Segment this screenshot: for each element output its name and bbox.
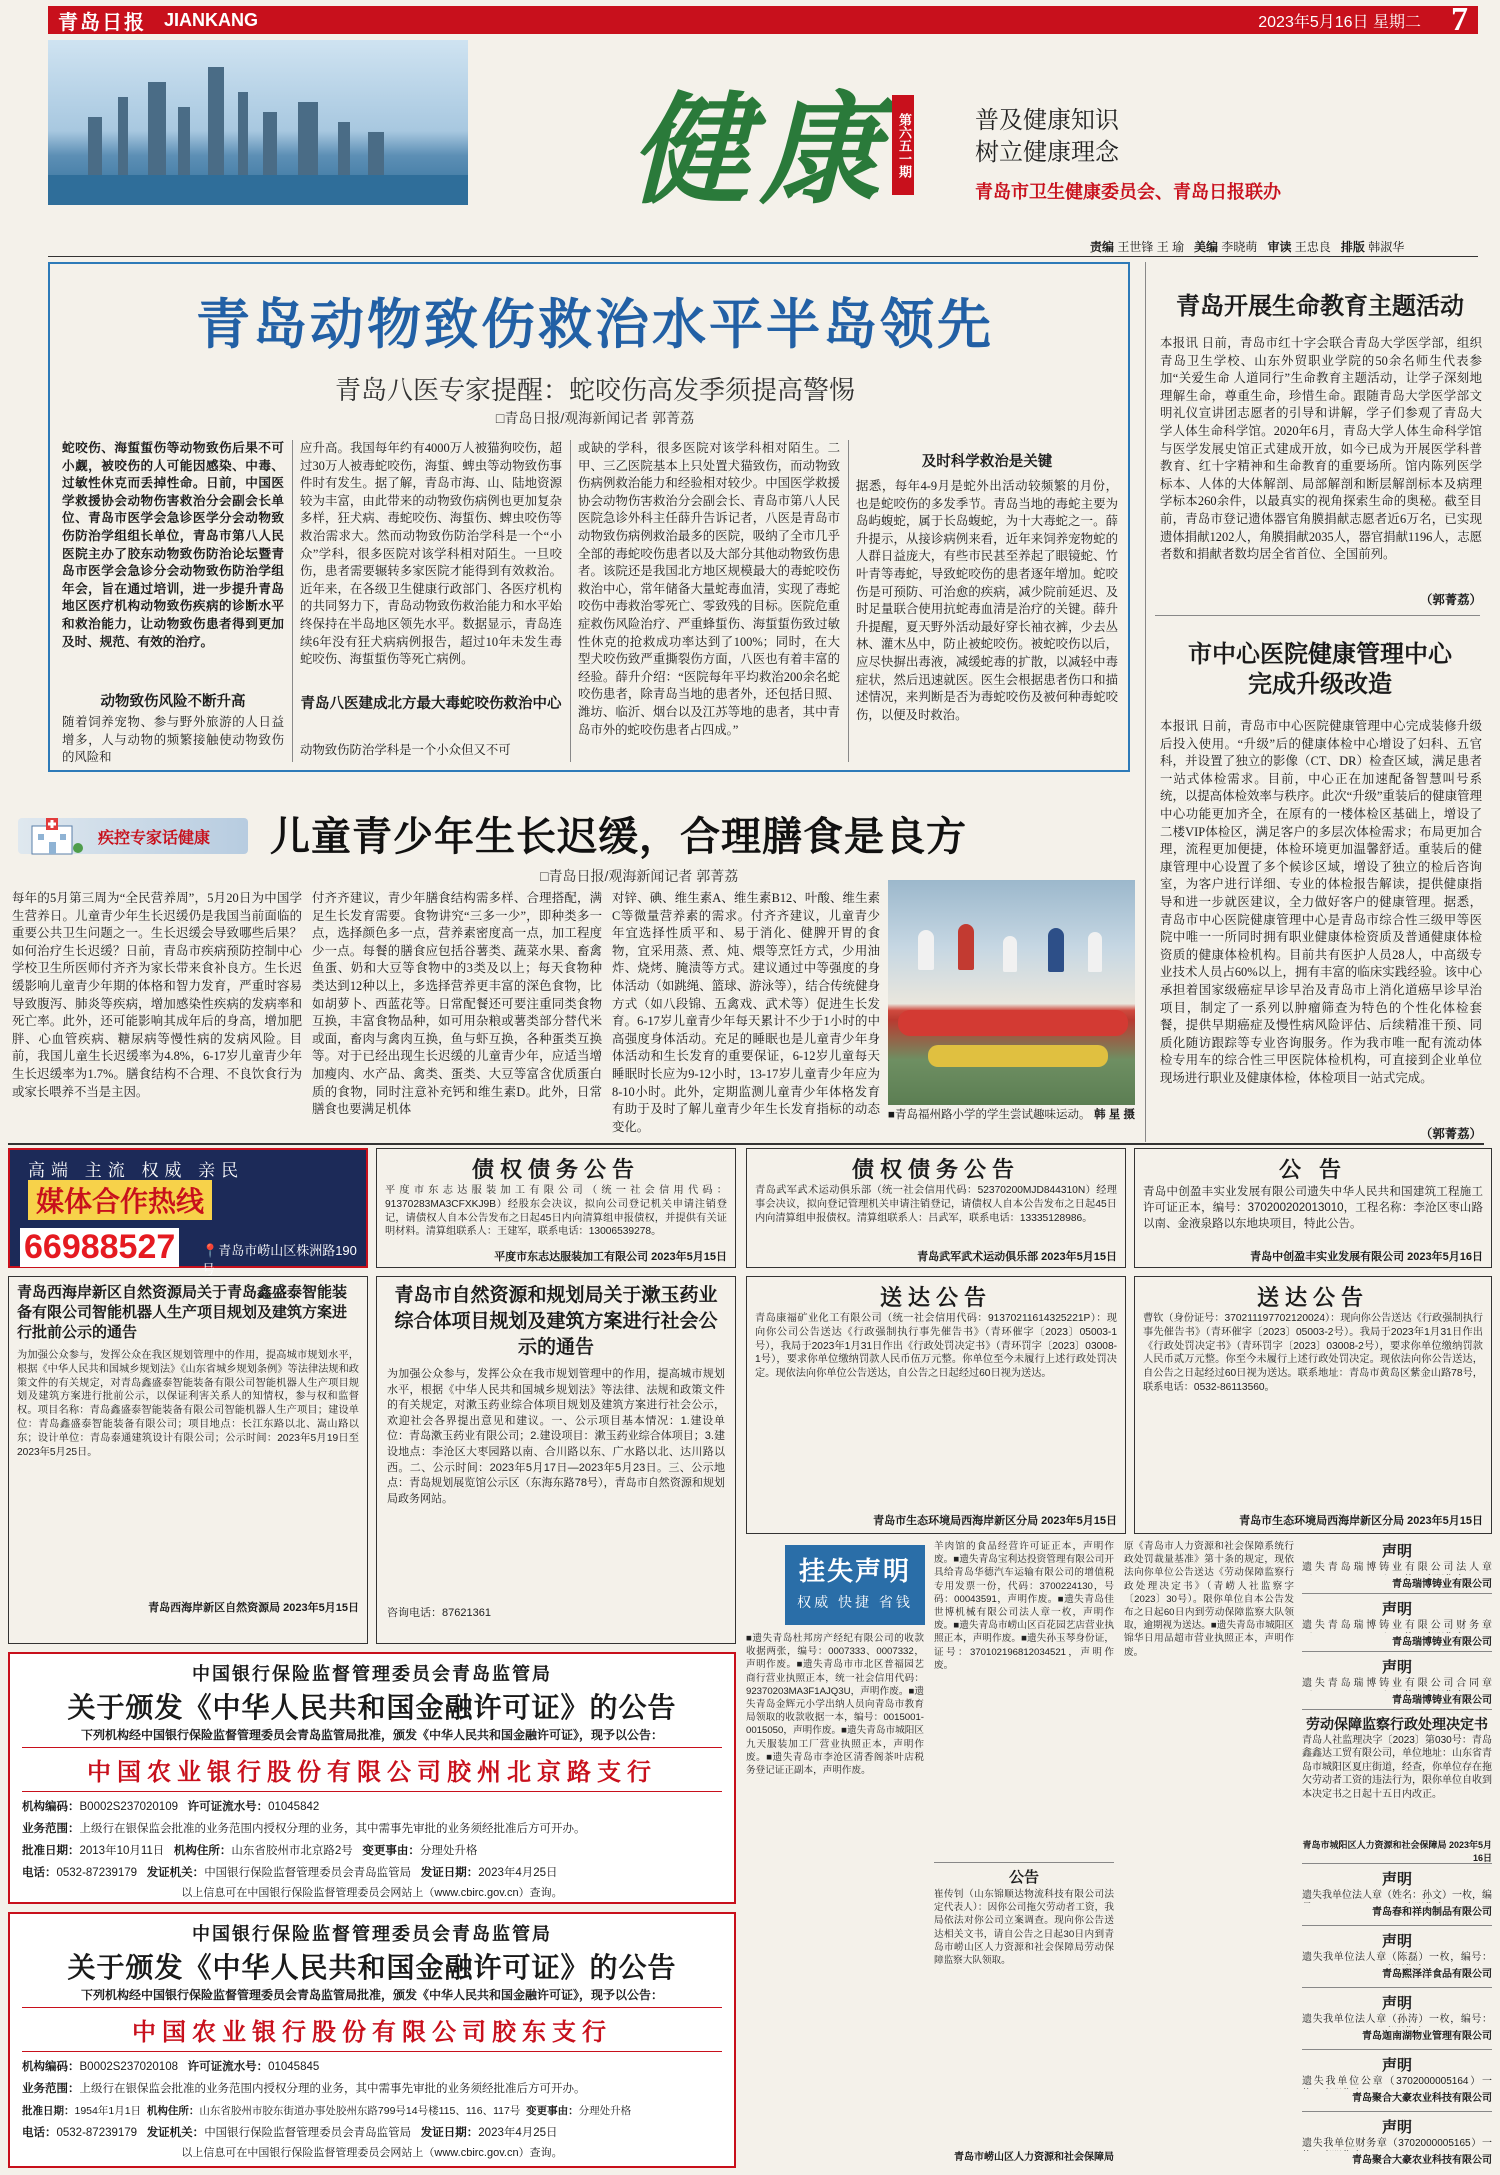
institution-address: 山东省胶州市胶东街道办事处胶州东路799号14号楼115、116、117号 bbox=[199, 2105, 521, 2117]
field-label: 发证日期： bbox=[420, 2127, 479, 2139]
statement-card bbox=[1302, 2054, 1492, 2112]
license-number: 01045845 bbox=[268, 2061, 320, 2073]
side1-title: 青岛开展生命教育主题活动 bbox=[1176, 293, 1464, 320]
change-reason: 分理处升格 bbox=[419, 1845, 478, 1857]
slogan-line: 普及健康知识 bbox=[975, 107, 1119, 134]
issue-date: 2023年4月25日 bbox=[478, 1867, 558, 1879]
statement-title: 声明 bbox=[1381, 1871, 1412, 1888]
section-name: JIANKANG bbox=[164, 9, 259, 30]
sidebar-divider bbox=[1145, 262, 1146, 1142]
lead-intro: 蛇咬伤、海蜇蜇伤等动物致伤后果不可小觑，被咬伤的人可能因感染、中毒、过敏性休克而丢掉性命。日前，中国医学救援协会动物伤害救治分会副会长单位、青岛市医学会急诊医学分会动物致伤防治学组组长单位，青岛市第八人民医院主办了胶东动物致伤防治论坛暨青岛市医学会急诊分会动物致伤防治学组年会，旨在通过培训，进一步提升青岛地区医疗机构动物致伤疾病的诊断水平和救治能力，让动物致伤患者得到更加及时、规范、有效的治疗。 bbox=[62, 441, 284, 649]
col-divider bbox=[292, 440, 293, 762]
lead-subtitle-1: 动物致伤风险不断升高 bbox=[100, 694, 246, 710]
loss-statement-header bbox=[785, 1545, 925, 1625]
location-pin-icon: 📍 bbox=[202, 1243, 219, 1258]
notice-sign: 平度市东志达服装加工有限公司 2023年5月15日 bbox=[494, 1251, 727, 1263]
statement-card bbox=[1302, 1714, 1492, 1864]
license-org: 中国银行保险监督管理委员会青岛监管局 bbox=[192, 1664, 552, 1684]
notice-sign: 青岛西海岸新区自然资源局 2023年5月15日 bbox=[148, 1602, 359, 1614]
field-label: 许可证流水号： bbox=[187, 1801, 269, 1813]
statement-sign: 青岛聚合大豪农业科技有限公司 bbox=[1352, 2155, 1492, 2166]
divider bbox=[1155, 615, 1480, 616]
statement-card bbox=[1302, 1992, 1492, 2050]
sec2-byline: □青岛日报/观海新闻记者 郭菁荔 bbox=[540, 868, 739, 884]
license-footer: 以上信息可在中国银行保险监督管理委员会网站上（www.cbirc.gov.cn）查询。 bbox=[181, 2147, 563, 2159]
field-label: 机构编码： bbox=[22, 2061, 80, 2073]
ad-address bbox=[202, 1240, 366, 1278]
newspaper-brand: 青岛日报 bbox=[58, 9, 146, 34]
notice-body: 青岛武军武术运动俱乐部（统一社会信用代码：52370200MJD844310N）经理事会决议，拟向登记管理机关申请注销登记，请债权人自本公告发布之日起45日内向清算组申报债权。清算组联系人：吕武军，联系电话：13335128986。 bbox=[755, 1185, 1117, 1224]
financial-license-notice bbox=[8, 1912, 736, 2168]
children-playing-photo bbox=[888, 880, 1135, 1105]
statement-body: 遗失青岛瑞博铸业有限公司财务章 bbox=[1302, 1620, 1492, 1631]
field-label: 变更事由： bbox=[526, 2105, 579, 2117]
city-skyline-image bbox=[48, 40, 468, 205]
notice-body: 为加强公众参与，发挥公众在我市规划管理中的作用，提高城市规划水平，根据《中华人民共和国城乡规划法》等法律、法规和政策文件的有关规定，对漱玉药业综合体项目规划及建筑方案进行社会公示，欢迎社会各界提出意见和建议。一、公示项目基本情况：1.建设单位：青岛漱玉药业有限公司；2.建设项目：漱玉药业综合体项目；3.建设地点：李沧区大枣园路以南、合川路以东、广水路以北、达川路以西。二、公示时间：2023年5月17日—2023年5月23日。三、公示地点：青岛规划展览馆公示区（东海东路78号），青岛市自然资源和规划局政务网站。 bbox=[387, 1368, 725, 1505]
lead-col4: 据悉，每年4-9月是蛇外出活动较频繁的月份，也是蛇咬伤的多发季节。青岛当地的毒蛇主要为岛屿蝮蛇，属于长岛蝮蛇，为十大毒蛇之一。薛升提示，从接诊病例来看，近年来饲养宠物蛇的人群日益庞大，有些市民甚至养起了眼镜蛇、竹叶青等毒蛇，导致蛇咬伤的患者逐年增加。蛇咬伤是可预防、可治愈的疾病，减少院前延迟、及时足量联合使用抗蛇毒血清是治疗的关键。薛升升提醒，夏天野外活动最好穿长袖衣裤，少去丛林、灌木丛中，防止被蛇咬伤。被蛇咬伤以后，应尽快摒出毒液，减缓蛇毒的扩散，以减轻中毒症状，然后迅速就医。医生会根据患者伤口和描述情况，来判断是否为毒蛇咬伤及被何种毒蛇咬伤，以便及时救治。 bbox=[856, 479, 1118, 722]
notice-body: 青岛康福矿业化工有限公司（统一社会信用代码：91370211614325221P）：现向你公司公告送达《行政强制执行事先催告书》（青环催字〔2023〕05003-1号），我局于2023年1月31日作出《行政处罚决定书》（青环罚字〔2023〕03008-1号），要求你单位缴纳罚款人民币伍万元整。你单位至今未履行上述行政处罚决定。现依法向你单位公告送达，自公告之日起经过60日视为送达。 bbox=[755, 1313, 1117, 1380]
editorial-credits bbox=[1090, 238, 1404, 255]
contact-phone: 0532-87239179 bbox=[56, 2127, 138, 2139]
field-label: 电话： bbox=[22, 1867, 57, 1879]
loss-col2: 羊肉馆的食品经营许可证正本，声明作废。■遗失青岛宝利达投资管理有限公司开具给青岛华德汽车运输有限公司的增值税专用发票一份，代码：3700224130，号码：00043591，声明作废。■遗失青岛佳世博机械有限公司法人章一枚，声明作废。■遗失青岛市崂山区百花园艺店营业执照正本，声明作废。■遗失孙玉琴身份证，证号：370102196812034521，声明作废。 bbox=[934, 1541, 1114, 1671]
media-cooperation-ad bbox=[8, 1148, 368, 1277]
contact-phone: 0532-87239179 bbox=[56, 1867, 138, 1879]
issue-date: 2023年4月25日 bbox=[478, 2127, 558, 2139]
statement-sign: 青岛熙泽洋食品有限公司 bbox=[1382, 1969, 1492, 1980]
approval-date: 1954年1月1日 bbox=[74, 2105, 142, 2117]
field-label: 发证机关： bbox=[146, 1867, 205, 1879]
field-label: 批准日期： bbox=[22, 1845, 80, 1857]
sec2-col2: 付齐齐建议，青少年膳食结构需多样、合理搭配，满足生长发育需要。食物讲究“三多一少”，即种类多一点，选择颜色多一点，营养素密度高一点，加工程度少一点。每餐的膳食应包括谷薯类、蔬菜水果、畜禽鱼蛋、奶和大豆等食物中的3类及以上；每天食物种类达到12种以上，多选择营养更丰富的深色食物，比如胡萝卜、西蓝花等。日常配餐还可要注重同类食物互换，丰富食物品种，如可用杂粮或薯类部分替代米或面，畜肉与禽肉互换，鱼与虾互换，各种蛋类互换等。对于已经出现生长迟缓的儿童青少年，应适当增加瘦肉、水产品、禽类、蛋类、大豆等富含优质蛋白质的食物，同时注意补充钙和维生素D。此外，日常膳食也要满足机体 bbox=[312, 891, 602, 1117]
statement-card bbox=[1302, 1656, 1492, 1710]
notice-card bbox=[376, 1148, 736, 1268]
statement-body: 青岛人社监理决字〔2023〕第030号：青岛鑫鑫达工贸有限公司，单位地址：山东省青岛市城阳区夏庄街道，经查，你单位存在拖欠劳动者工资的违法行为，限你单位自收到本决定书之日起十五日内改正。 bbox=[1302, 1735, 1492, 1800]
field-label: 批准日期： bbox=[22, 2105, 75, 2117]
statement-card bbox=[1302, 1598, 1492, 1652]
side1-body: 本报讯 日前，青岛市红十字会联合青岛大学医学部，组织青岛卫生学校、山东外贸职业学院的50余名师生代表参加“关爱生命 人道同行”生命教育主题活动，让学子深刻地理解生命，尊重生命，珍惜生命。跟随青岛大学医学部文明礼仪宣讲团志愿者的引导和讲解，学子们参观了青岛大学人体生命科学馆。2020年6月，青岛大学人体生命科学馆与医学发展史馆正式建成开放，如今已成为开展医学科普教育、红十字精神和生命教育的重要场所。馆内陈列医学标本、人体的大体解剖、局部解剖和断层解剖标本及病理学标本260余件，以最真实的视角探索生命的奥秘。截至目前，青岛市登记遗体器官角膜捐献志愿者近6万名，已实现遗体捐献1202人，角膜捐献2035人，器官捐献1196人，志愿者数和捐献者数均居全省首位、全国前列。 bbox=[1160, 336, 1482, 562]
statement-card bbox=[1302, 1868, 1492, 1926]
notice-title: 青岛市自然资源和规划局关于漱玉药业综合体项目规划及建筑方案进行社会公示的通告 bbox=[394, 1285, 718, 1358]
issue-number-tag: 第六五一期 bbox=[892, 95, 914, 195]
business-scope: 上级行在银保监会批准的业务范围内授权分理的业务，其中需事先审批的业务须经批准后方可开办。 bbox=[79, 1823, 586, 1835]
loss-tagline: 权威 快捷 省钱 bbox=[797, 1594, 913, 1610]
institution-address: 山东省胶州市北京路2号 bbox=[231, 1845, 353, 1857]
statement-sign: 青岛瑞博铸业有限公司 bbox=[1392, 1637, 1492, 1648]
issuing-authority: 中国银行保险监督管理委员会青岛监管局 bbox=[204, 2127, 412, 2139]
statement-body: 遗失青岛瑞博铸业有限公司法人章 bbox=[1302, 1562, 1492, 1573]
loss-col3: 原《青岛市人力资源和社会保障系统行政处罚裁量基准》第十条的规定，现依法向你单位公告送达《劳动保障监察行政处理决定书》（青崂人社监察字〔2023〕30号）。限你单位自本公告发布之日起60日内到劳动保障监察大队领取，逾期视为送达。■遗失青岛市城阳区锦华日用品超市营业执照正本，声明作废。 bbox=[1124, 1541, 1294, 1658]
credit-value: 韩淑华 bbox=[1368, 240, 1405, 254]
field-label: 许可证流水号： bbox=[187, 2061, 269, 2073]
statement-body: 遗失青岛瑞博铸业有限公司合同章 bbox=[1302, 1678, 1492, 1689]
statement-body: 遗失我单位公章（3702000005164）一 bbox=[1302, 2076, 1492, 2087]
caption-text: ■青岛福州路小学的学生尝试趣味运动。 bbox=[888, 1109, 1091, 1121]
masthead-sponsor: 青岛市卫生健康委员会、青岛日报联办 bbox=[975, 182, 1281, 202]
field-label: 业务范围： bbox=[22, 1823, 80, 1835]
slogan-line: 树立健康理念 bbox=[975, 139, 1119, 166]
lead-headline: 青岛动物致伤救治水平半岛领先 bbox=[196, 293, 994, 356]
lead-subtitle-3: 及时科学救治是关键 bbox=[921, 454, 1053, 470]
statement-sign: 青岛市城阳区人力资源和社会保障局 2023年5月16日 bbox=[1302, 1840, 1492, 1863]
divider bbox=[48, 256, 1478, 257]
license-bank-name: 中国农业银行股份有限公司胶东支行 bbox=[132, 2018, 612, 2046]
loss-col1: ■遗失青岛杜邦房产经纪有限公司的收款收据两张，编号：0007333、0007332，声明作废。■遗失青岛市市北区普福园艺商行营业执照正本，统一社会信用代码：92370203MA3F1AJQ3U，声明作废。■遗失青岛金辉元小学出纳人员向青岛市教育局领取的收款收据一本，编号：0015001-0015050，声明作废。■遗失青岛市城阳区九天服装加工厂营业执照正本，声明作废。■遗失青岛市李沧区清香阁茶叶店税务登记证正副本，声明作废。 bbox=[746, 1633, 924, 1777]
lead-col2: 应升高。我国每年约有4000万人被猫狗咬伤，超过30万人被毒蛇咬伤，海蜇、蜱虫等动物致伤事件时有发生。据了解，青岛市海、山、陆地资源较为丰富，由此带来的动物致伤病例也更加复杂多样，狂犬病、毒蛇咬伤、海蜇伤、蜱虫咬伤等救治需求大。然而动物致伤防治学科是一个“小众”学科，很多医院对该学科相对陌生。一旦咬伤，患者需要辗转多家医院才能得到有效救治。近年来，在各级卫生健康行政部门、各医疗机构的共同努力下，青岛动物致伤救治能力和水平始终保持在半岛地区领先水平。数据显示，青岛连续6年没有狂犬病病例报告，超过10年未发生毒蛇咬伤、海蜇蜇伤等死亡病例。 bbox=[300, 441, 562, 667]
statement-title: 声明 bbox=[1381, 1601, 1412, 1618]
statement-body: 遗失我单位法人章（姓名：孙文）一枚，编 bbox=[1302, 1890, 1492, 1901]
section-tag-label: 疾控专家话健康 bbox=[98, 829, 211, 847]
loss-title: 挂失声明 bbox=[798, 1556, 911, 1586]
clinic-building-icon bbox=[26, 816, 86, 856]
notice-card bbox=[746, 1148, 1126, 1268]
credit-label: 责编 bbox=[1090, 240, 1115, 254]
statement-body: 遗失我单位财务章（3702000005165）一 bbox=[1302, 2138, 1492, 2149]
business-scope: 上级行在银保监会批准的业务范围内授权分理的业务，其中需事先审批的业务须经批准后方可开办。 bbox=[79, 2083, 586, 2095]
planning-notice-a bbox=[8, 1276, 368, 1644]
section-divider bbox=[8, 1143, 1484, 1145]
notice-body: 为加强公众参与，发挥公众在我区规划管理中的作用，提高城市规划水平，根据《中华人民共和国城乡规划法》《山东省城乡规划条例》等法律法规和政策文件的有关规定，对青岛鑫盛泰智能装备有限公司智能机器人生产项目规划及建筑方案进行批前公示，以保证利害关系人的知情权，参与权和监督权。项目名称：青岛鑫盛泰智能装备有限公司智能机器人生产项目；建设单位：青岛鑫盛泰智能装备有限公司；项目地点：长江东路以北、嵩山路以东；设计单位：青岛泰通建筑设计有限公司；公示时间：2023年5月19日至2023年5月25日。 bbox=[17, 1350, 359, 1458]
lead-subhead: 青岛八医专家提醒：蛇咬伤高发季须提高警惕 bbox=[334, 375, 855, 405]
institution-code: B0002S237020109 bbox=[79, 1801, 178, 1813]
photo-caption bbox=[888, 1108, 1135, 1123]
statement-sign: 青岛瑞博铸业有限公司 bbox=[1392, 1579, 1492, 1590]
lead-col3: 或缺的学科，很多医院对该学科相对陌生。二甲、三乙医院基本上只处置犬猫致伤，而动物致伤病例救治能力和经验相对较少。中国医学救援协会动物伤害救治分会副会长、青岛市第八人民医院急诊外科主任薛升告诉记者，八医是青岛市动物致伤病例救治最多的医院，吸纳了全市几乎全部的毒蛇咬伤患者以及大部分其他动物致伤患者。该院还是我国北方地区规模最大的毒蛇咬伤救治中心，常年储备大量蛇毒血清，实现了毒蛇咬伤中毒救治零死亡、零致残的目标。医院危重症救伤风险治疗、严重蜂蜇伤、海蜇蜇伤致过敏性休克的抢救成功率达到了100%；同时，在大型犬咬伤致严重撕裂伤方面，八医也有着丰富的经验。薛升介绍：“医院每年平均救治200余名蛇咬伤患者，除青岛当地的患者外，还包括日照、潍坊、临沂、烟台以及江苏等地的患者，其中青岛市外的蛇咬伤患者占四成。” bbox=[578, 441, 840, 737]
statement-title: 声明 bbox=[1381, 1933, 1412, 1950]
col-divider bbox=[570, 440, 571, 762]
statement-title: 声明 bbox=[1381, 2057, 1412, 2074]
license-footer: 以上信息可在中国银行保险监督管理委员会网站上（www.cbirc.gov.cn）查询。 bbox=[181, 1887, 563, 1899]
page-number: 7 bbox=[1451, 1, 1468, 38]
statement-title: 声明 bbox=[1381, 1659, 1412, 1676]
service-notice-c bbox=[746, 1276, 1126, 1534]
notice-title: 债权债务公告 bbox=[471, 1157, 640, 1182]
sec2-headline: 儿童青少年生长迟缓，合理膳食是良方 bbox=[270, 814, 967, 860]
page-header-bar bbox=[48, 1, 1478, 38]
statement-title: 声明 bbox=[1381, 1543, 1412, 1560]
statement-card bbox=[1302, 1930, 1492, 1988]
approval-date: 2013年10月11日 bbox=[79, 1845, 165, 1857]
notice-sign: 青岛市生态环境局西海岸新区分局 2023年5月15日 bbox=[1239, 1515, 1483, 1527]
ad-phone: 66988527 bbox=[20, 1228, 179, 1267]
statement-sign: 青岛春和祥肉制品有限公司 bbox=[1372, 1907, 1492, 1918]
field-label: 电话： bbox=[22, 2127, 57, 2139]
ad-tagline: 高端 主流 权威 亲民 bbox=[28, 1161, 245, 1180]
issuing-authority: 中国银行保险监督管理委员会青岛监管局 bbox=[204, 1867, 412, 1879]
change-reason: 分理处升格 bbox=[578, 2105, 632, 2117]
statement-title: 声明 bbox=[1381, 2119, 1412, 2136]
license-title: 关于颁发《中华人民共和国金融许可证》的公告 bbox=[67, 1691, 677, 1724]
statement-card bbox=[1302, 2116, 1492, 2174]
license-bank-name: 中国农业银行股份有限公司胶州北京路支行 bbox=[87, 1758, 657, 1786]
statement-title: 劳动保障监察行政处理决定书 bbox=[1306, 1716, 1488, 1732]
credit-label: 美编 bbox=[1194, 240, 1219, 254]
financial-license-notice bbox=[8, 1652, 736, 1904]
notice-title: 送达公告 bbox=[1256, 1285, 1369, 1310]
notice-contact: 咨询电话：87621361 bbox=[387, 1607, 491, 1619]
credit-label: 审读 bbox=[1267, 240, 1292, 254]
ad-title: 媒体合作热线 bbox=[28, 1180, 212, 1220]
side2-title-line: 完成升级改造 bbox=[1248, 671, 1392, 698]
field-label: 变更事由： bbox=[362, 1845, 420, 1857]
notice-title: 债权债务公告 bbox=[851, 1157, 1020, 1182]
statement-sign: 青岛瑞博铸业有限公司 bbox=[1392, 1695, 1492, 1706]
license-title: 关于颁发《中华人民共和国金融许可证》的公告 bbox=[67, 1951, 677, 1984]
statements-column bbox=[1302, 1540, 1492, 2170]
notice-body: 平度市东志达服装加工有限公司（统一社会信用代码：91370283MA3CFXKJ9B）经股东会决议，拟向公司登记机关申请注销登记，请债权人自本公告发布之日起45日内向清算组申报债权，并提供有关证明材料。清算组联系人：王建军，联系电话：13006539278。 bbox=[385, 1185, 727, 1238]
side2-body: 本报讯 日前，青岛市中心医院健康管理中心完成装修升级后投入使用。“升级”后的健康体检中心增设了妇科、五官科，并设置了独立的影像（CT、DR）检查区域，满足患者一站式体检需求。目前，中心正在加速配备智慧叫号系统，以提高体检效率与秩序。此次“升级”重装后的健康管理中心功能更加齐全，在原有的一楼体检区基础上，增设了二楼VIP体检区，满足客户的多层次体检需求；布局更加合理，流程更加便捷，体检环境更加温馨舒适。重装后的健康管理中心设置了多个候诊区域，增设了独立的检后咨询室，为客户进行详细、专业的体检报告解读，提供健康指导和进一步就医建议，全力做好客户的健康管理。据悉，青岛市中心医院健康管理中心是青岛市综合性三级甲等医院中唯一一所同时拥有职业健康体检资质及普通健康体检资质的健康体检机构。目前共有医护人员28人，中高级专业技术人员占60%以上，拥有丰富的临床实践经验。该中心承担着国家级癌症早诊早治及青岛市上消化道癌早诊早治项目，制定了一系列以肿瘤筛查为特色的个性化体检套餐，提供早期癌症及慢性病风险评估、后续精准干预、同质化随访跟踪等专业咨询服务。作为我市唯一配有流动体检专用车的综合性三甲医院体检机构，可直接到企业单位现场进行职业及健康体检，体检项目一站式完成。 bbox=[1160, 719, 1482, 1085]
notice-sign: 青岛市生态环境局西海岸新区分局 2023年5月15日 bbox=[873, 1515, 1117, 1527]
notice-sign: 青岛中创盈丰实业发展有限公司 2023年5月16日 bbox=[1250, 1251, 1483, 1263]
credit-value: 王忠良 bbox=[1294, 240, 1331, 254]
issue-date: 2023年5月16日 星期二 bbox=[1258, 13, 1421, 31]
side2-sign: （郭菁荔） bbox=[1420, 1127, 1482, 1141]
notice-body: 青岛中创盈丰实业发展有限公司遗失中华人民共和国建筑工程施工许可证正本，编号：370200202013010，工程名称：李沧区枣山路以南、金液泉路以东地块项目，特此公告。 bbox=[1143, 1186, 1483, 1230]
institution-code: B0002S237020108 bbox=[79, 2061, 178, 2073]
license-note: 下列机构经中国银行保险监督管理委员会青岛监管局批准，颁发《中华人民共和国金融许可证》，现予以公告： bbox=[80, 1988, 663, 2002]
col-divider bbox=[848, 440, 849, 762]
notice-sign: 青岛武军武术运动俱乐部 2023年5月15日 bbox=[917, 1251, 1117, 1263]
license-note: 下列机构经中国银行保险监督管理委员会青岛监管局批准，颁发《中华人民共和国金融许可证》，现予以公告： bbox=[80, 1728, 663, 1742]
statement-sign: 青岛聚合大豪农业科技有限公司 bbox=[1352, 2093, 1492, 2104]
side1-sign: （郭菁荔） bbox=[1420, 593, 1482, 607]
statement-body: 遗失我单位法人章（陈磊）一枚，编号： bbox=[1302, 1952, 1492, 1963]
lead-subtitle-2: 青岛八医建成北方最大毒蛇咬伤救治中心 bbox=[300, 696, 562, 712]
notice-body: 曹钦（身份证号：370211197702120024）：现向你公告送达《行政强制执行事先催告书》（青环催字〔2023〕05003-2号）。我局于2023年1月31日作出《行政处罚决定书》（青环罚字〔2023〕03008-2号），要求你单位缴纳罚款人民币贰万元整。你至今未履行上述行政处罚决定。现依法向你公告送达，自公告之日起经过60日视为送达。联系地址：青岛市黄岛区紫金山路78号，联系电话：0532-86113560。 bbox=[1143, 1313, 1483, 1393]
credit-value: 王世锋 王 瑜 bbox=[1117, 240, 1185, 254]
service-notice-d bbox=[1134, 1276, 1492, 1534]
divider bbox=[934, 1862, 1114, 1863]
statement-title: 声明 bbox=[1381, 1995, 1412, 2012]
planning-notice-b bbox=[376, 1276, 736, 1644]
license-number: 01045842 bbox=[268, 1801, 320, 1813]
ad-address-text: 青岛市崂山区株洲路190号 bbox=[202, 1243, 357, 1277]
photo-credit: 韩 星 摄 bbox=[1094, 1109, 1135, 1121]
side2-title bbox=[1155, 640, 1485, 700]
field-label: 发证机关： bbox=[146, 2127, 205, 2139]
notice-title: 送达公告 bbox=[879, 1285, 992, 1310]
credit-value: 李晓萌 bbox=[1221, 240, 1258, 254]
loss-announce-body: 崔传钊（山东锦顺达物流科技有限公司法定代表人）：因你公司拖欠劳动者工资，我局依法对你公司立案调查。现向你公告送达相关文书，请自公告之日起30日内到青岛市崂山区人力资源和社会保障局劳动保障监察大队领取。 bbox=[934, 1889, 1114, 1967]
license-org: 中国银行保险监督管理委员会青岛监管局 bbox=[192, 1924, 552, 1944]
section-masthead: 健康 bbox=[630, 80, 890, 221]
sec2-col3: 对锌、碘、维生素A、维生素B12、叶酸、维生素C等微量营养素的需求。付齐齐建议，儿童青少年宜选择性质平和、易于消化、健脾开胃的食物，宜采用蒸、煮、炖、煨等烹饪方式，少用油炸、烧烤、腌渍等方式。建议通过中等强度的身体活动（如跳绳、篮球、游泳等），结合传统健身方式（如八段锦、五禽戏、武术等）促进生长发育。6-17岁儿童青少年每天累计不少于1小时的中高强度身体活动。充足的睡眠也是儿童青少年身体活动和生长发育的重要保证，6-12岁儿童每天睡眠时长应为9-12小时，13-17岁儿童青少年应为8-10小时。此外，定期监测儿童青少年体格发育有助于及时了解儿童青少年生长发育指标的动态变化。 bbox=[612, 891, 880, 1134]
notice-card bbox=[1134, 1148, 1492, 1268]
lead-byline: □青岛日报/观海新闻记者 郭菁荔 bbox=[495, 410, 695, 426]
side2-title-line: 市中心医院健康管理中心 bbox=[1188, 641, 1452, 668]
statement-body: 遗失我单位法人章（孙涛）一枚，编号： bbox=[1302, 2014, 1492, 2025]
field-label: 业务范围： bbox=[22, 2083, 80, 2095]
loss-announce-title: 公告 bbox=[1008, 1869, 1039, 1886]
masthead-slogan bbox=[975, 105, 1119, 169]
statement-card bbox=[1302, 1540, 1492, 1594]
credit-label: 排版 bbox=[1340, 240, 1365, 254]
sec2-col1: 每年的5月第三周为“全民营养周”，5月20日为中国学生营养日。儿童青少年生长迟缓仍是我国当前面临的重要公共卫生问题之一。生长迟缓会导致哪些后果？如何治疗生长迟缓？日前，青岛市疾病预防控制中心学校卫生所医师付齐齐为家长带来食补良方。生长迟缓影响儿童青少年期的体格和智力发育，严重时容易导致腹泻、肺炎等疾病，增加感染性疾病的发病率和死亡率。此外，还可能影响其成年后的身高，增加肥胖、心血管疾病、糖尿病等慢性病的发病风险。目前，我国儿童生长迟缓率为4.8%，6-17岁儿童青少年生长迟缓率为1.7%。膳食结构不合理、不良饮食行为或家长喂养不当是主因。 bbox=[12, 891, 302, 1099]
notice-title: 青岛西海岸新区自然资源局关于青岛鑫盛泰智能装备有限公司智能机器人生产项目规划及建筑方案进行批前公示的通告 bbox=[17, 1284, 348, 1341]
notice-title: 公 告 bbox=[1278, 1157, 1348, 1182]
loss-announce-sign: 青岛市崂山区人力资源和社会保障局 bbox=[954, 2152, 1114, 2163]
field-label: 机构编码： bbox=[22, 1801, 80, 1813]
field-label: 机构住所： bbox=[146, 2105, 200, 2117]
field-label: 机构住所： bbox=[173, 1845, 232, 1857]
field-label: 发证日期： bbox=[420, 1867, 479, 1879]
lead-col1-cont: 随着饲养宠物、参与野外旅游的人日益增多，人与动物的频繁接触使动物致伤的风险和 bbox=[62, 715, 284, 764]
statement-sign: 青岛迦南湖物业管理有限公司 bbox=[1362, 2031, 1492, 2042]
lead-col2-cont: 动物致伤防治学科是一个小众但又不可 bbox=[300, 743, 511, 757]
